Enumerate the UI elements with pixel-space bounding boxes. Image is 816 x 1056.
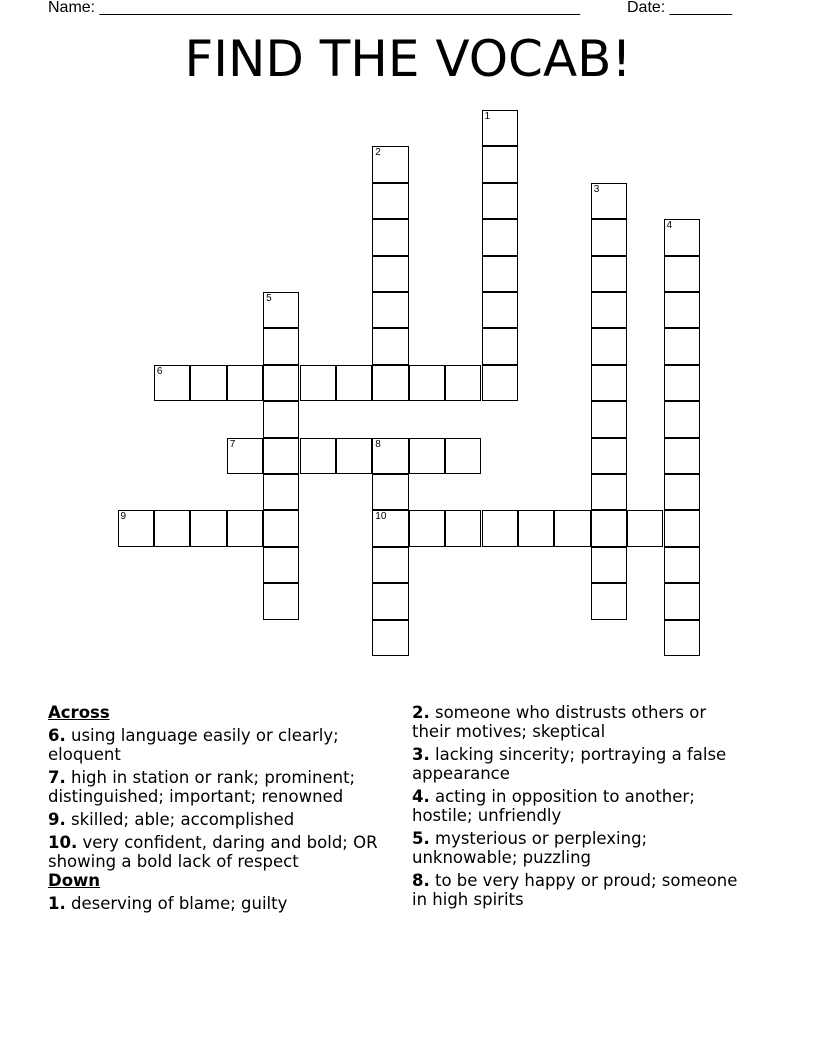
crossword-cell[interactable]: [482, 110, 518, 146]
crossword-cell[interactable]: [154, 365, 190, 401]
crossword-cell[interactable]: [263, 328, 299, 364]
crossword-cell[interactable]: [482, 328, 518, 364]
crossword-cell[interactable]: [664, 256, 700, 292]
clue-text: lacking sincerity; portraying a false appearance: [412, 745, 727, 783]
clue-number: 3.: [412, 745, 430, 764]
crossword-cell[interactable]: [118, 510, 154, 546]
crossword-cell[interactable]: [372, 438, 408, 474]
cell-number: 6: [156, 365, 163, 377]
crossword-cell[interactable]: [263, 438, 299, 474]
clue-number: 2.: [412, 703, 430, 722]
crossword-cell[interactable]: [409, 438, 445, 474]
clue-text: someone who distrusts others or their motives; skeptical: [412, 703, 707, 741]
clue-text: mysterious or perplexing; unknowable; puzzling: [412, 829, 648, 867]
crossword-cell[interactable]: [482, 183, 518, 219]
clues-right-column: [412, 703, 742, 913]
clue-number: 7.: [48, 768, 66, 787]
crossword-cell[interactable]: [664, 510, 700, 546]
clue-text: very confident, daring and bold; OR showing a bold lack of respect: [48, 833, 378, 871]
clues-left-column: [48, 703, 388, 917]
crossword-cell[interactable]: [627, 510, 663, 546]
clue-text: acting in opposition to another; hostile; unfriendly: [412, 787, 695, 825]
crossword-cell[interactable]: [372, 256, 408, 292]
clue-number: 5.: [412, 829, 430, 848]
crossword-cell[interactable]: [664, 547, 700, 583]
page-title: FIND THE VOCAB!: [184, 30, 632, 88]
cell-number: 2: [375, 147, 381, 159]
clue-across-7: [48, 768, 388, 806]
crossword-cell[interactable]: [591, 583, 627, 619]
crossword-cell[interactable]: [482, 292, 518, 328]
crossword-cell[interactable]: [372, 583, 408, 619]
crossword-cell[interactable]: [263, 547, 299, 583]
cell-number: 4: [666, 220, 673, 232]
crossword-cell[interactable]: [482, 256, 518, 292]
crossword-cell[interactable]: [336, 365, 372, 401]
across-heading: Across: [48, 703, 110, 722]
clue-down-4: [412, 787, 742, 825]
clue-down-8: [412, 871, 742, 909]
crossword-cell[interactable]: [227, 365, 263, 401]
crossword-cell[interactable]: [409, 365, 445, 401]
crossword-cell[interactable]: [154, 510, 190, 546]
crossword-cell[interactable]: [482, 365, 518, 401]
crossword-cell[interactable]: [591, 510, 627, 546]
crossword-cell[interactable]: [263, 474, 299, 510]
crossword-cell[interactable]: [372, 146, 408, 182]
crossword-cell[interactable]: [263, 583, 299, 619]
crossword-cell[interactable]: [591, 292, 627, 328]
clue-text: skilled; able; accomplished: [65, 810, 295, 829]
cell-number: 3: [593, 183, 600, 195]
clue-down-1: [48, 894, 388, 913]
clue-across-9: [48, 810, 388, 829]
crossword-cell[interactable]: [372, 365, 408, 401]
cell-number: 10: [375, 511, 387, 523]
clue-number: 4.: [412, 787, 430, 806]
clue-down-3: [412, 745, 742, 783]
crossword-cell[interactable]: [372, 510, 408, 546]
crossword-cell[interactable]: [664, 328, 700, 364]
clue-number: 1.: [48, 894, 66, 913]
crossword-cell[interactable]: [664, 219, 700, 255]
clue-down-2: [412, 703, 742, 741]
crossword-cell[interactable]: [409, 510, 445, 546]
crossword-cell[interactable]: [591, 328, 627, 364]
crossword-cell[interactable]: [227, 510, 263, 546]
clue-text: using language easily or clearly; eloquent: [48, 726, 339, 764]
date-field-label: Date: _______: [627, 0, 732, 16]
clue-number: 6.: [48, 726, 66, 745]
crossword-cell[interactable]: [227, 438, 263, 474]
crossword-cell[interactable]: [664, 583, 700, 619]
clue-across-10: [48, 833, 388, 871]
crossword-cell[interactable]: [445, 365, 481, 401]
crossword-cell[interactable]: [300, 438, 336, 474]
clue-across-6: [48, 726, 388, 764]
crossword-cell[interactable]: [591, 365, 627, 401]
crossword-cell[interactable]: [664, 365, 700, 401]
name-field-label: Name: ______________________________________________________: [48, 0, 581, 16]
clue-number: 10.: [48, 833, 78, 852]
cell-number: 9: [120, 511, 127, 523]
crossword-cell[interactable]: [263, 365, 299, 401]
crossword-cell[interactable]: [263, 292, 299, 328]
crossword-cell[interactable]: [482, 219, 518, 255]
crossword-cell[interactable]: [664, 292, 700, 328]
crossword-cell[interactable]: [372, 620, 408, 656]
crossword-cell[interactable]: [372, 474, 408, 510]
crossword-cell[interactable]: [445, 438, 481, 474]
crossword-cell[interactable]: [591, 183, 627, 219]
clue-text: deserving of blame; guilty: [65, 894, 288, 913]
crossword-cell[interactable]: [372, 183, 408, 219]
clue-text: high in station or rank; prominent; distinguished; important; renowned: [48, 768, 356, 806]
crossword-cell[interactable]: [664, 474, 700, 510]
crossword-cell[interactable]: [664, 438, 700, 474]
cell-number: 8: [375, 438, 381, 450]
crossword-cell[interactable]: [591, 547, 627, 583]
crossword-cell[interactable]: [664, 620, 700, 656]
crossword-cell[interactable]: [482, 510, 518, 546]
crossword-cell[interactable]: [263, 510, 299, 546]
crossword-cell[interactable]: [518, 510, 554, 546]
crossword-cell[interactable]: [336, 438, 372, 474]
crossword-cell[interactable]: [372, 219, 408, 255]
crossword-cell[interactable]: [482, 146, 518, 182]
crossword-cell[interactable]: [372, 547, 408, 583]
clue-number: 9.: [48, 810, 66, 829]
crossword-cell[interactable]: [591, 219, 627, 255]
clue-down-5: [412, 829, 742, 867]
crossword-cell[interactable]: [190, 365, 226, 401]
clue-text: to be very happy or proud; someone in high spirits: [412, 871, 738, 909]
cell-number: 1: [484, 111, 491, 122]
down-heading: Down: [48, 871, 101, 890]
crossword-cell[interactable]: [591, 438, 627, 474]
cell-number: 5: [266, 293, 272, 304]
crossword-cell[interactable]: [591, 256, 627, 292]
clue-number: 8.: [412, 871, 430, 890]
crossword-cell[interactable]: [664, 401, 700, 437]
crossword-cell[interactable]: [300, 365, 336, 401]
crossword-cell[interactable]: [591, 474, 627, 510]
crossword-cell[interactable]: [445, 510, 481, 546]
crossword-cell[interactable]: [372, 328, 408, 364]
crossword-cell[interactable]: [554, 510, 590, 546]
crossword-cell[interactable]: [263, 401, 299, 437]
cell-number: 7: [229, 438, 236, 450]
crossword-cell[interactable]: [591, 401, 627, 437]
crossword-cell[interactable]: [372, 292, 408, 328]
crossword-cell[interactable]: [190, 510, 226, 546]
